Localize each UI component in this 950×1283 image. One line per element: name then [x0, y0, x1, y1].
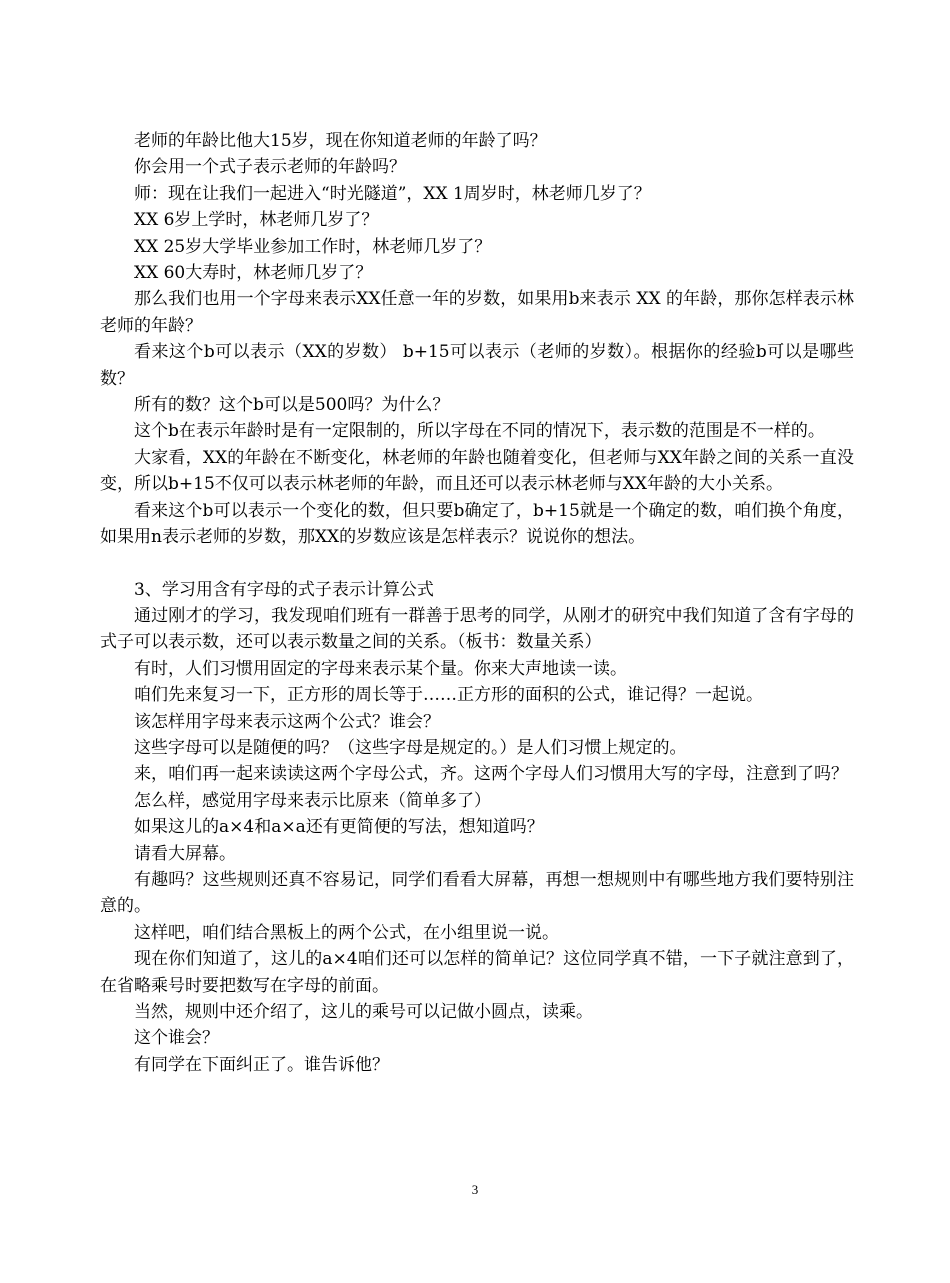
paragraph: 有趣吗？这些规则还真不容易记，同学们看看大屏幕，再想一想规则中有哪些地方我们要特别注意的。: [100, 869, 854, 917]
paragraph: XX 60大寿时，林老师几岁了？: [134, 263, 373, 284]
paragraph: 那么我们也用一个字母来表示XX任意一年的岁数，如果用b来表示 XX 的年龄，那你怎样表示林老师的年龄？: [100, 289, 854, 336]
paragraph: 有同学在下面纠正了。谁告诉他？: [134, 1054, 389, 1075]
paragraph: 大家看，XX的年龄在不断变化，林老师的年龄也随着变化，但老师与XX年龄之间的关系一直没变，所以b+15不仅可以表示林老师的年龄，而且还可以表示林老师与XX年龄的大小关系。: [100, 447, 854, 495]
paragraph: 看来这个b可以表示一个变化的数，但只要b确定了，b+15就是一个确定的数，咱们换个角度，如果用n表示老师的岁数，那XX的岁数应该是怎样表示？说说你的想法。: [100, 500, 854, 548]
paragraph: 所有的数？这个b可以是500吗？为什么？: [134, 395, 450, 416]
paragraph: 有时，人们习惯用固定的字母来表示某个量。你来大声地读一读。: [134, 658, 627, 679]
paragraph: 该怎样用字母来表示这两个公式？谁会？: [134, 711, 440, 732]
paragraph: 请看大屏幕。: [134, 843, 236, 864]
paragraph: XX 25岁大学毕业参加工作时，林老师几岁了？: [134, 236, 492, 257]
paragraph: 咱们先来复习一下，正方形的周长等于……正方形的面积的公式，谁记得？一起说。: [134, 685, 763, 706]
paragraph: 当然，规则中还介绍了，这儿的乘号可以记做小圆点，读乘。: [134, 1002, 593, 1022]
section-heading: 3、学习用含有字母的式子表示计算公式: [134, 579, 434, 600]
paragraph: 来，咱们再一起来读读这两个字母公式，齐。这两个字母人们习惯用大写的字母，注意到了吗？: [134, 764, 848, 785]
blank-line: [100, 551, 854, 577]
page-number: 3: [471, 1182, 479, 1197]
paragraph: 现在你们知道了，这儿的a×4咱们还可以怎样的简单记？这位同学真不错，一下子就注意到了，在省略乘号时要把数写在字母的前面。: [100, 949, 854, 996]
paragraph: XX 6岁上学时，林老师几岁了？: [134, 210, 379, 231]
paragraph: 看来这个b可以表示（XX的岁数） b+15可以表示（老师的岁数）。根据你的经验b可以是哪些数？: [100, 342, 854, 389]
paragraph: 这样吧，咱们结合黑板上的两个公式，在小组里说一说。: [134, 922, 559, 943]
paragraph: 通过刚才的学习，我发现咱们班有一群善于思考的同学，从刚才的研究中我们知道了含有字母的式子可以表示数，还可以表示数量之间的关系。（板书：数量关系）: [100, 605, 854, 653]
paragraph: 这个谁会？: [134, 1028, 219, 1049]
paragraph: 老师的年龄比他大15岁，现在你知道老师的年龄了吗？: [134, 131, 547, 151]
paragraph: 这个b在表示年龄时是有一定限制的，所以字母在不同的情况下，表示数的范围是不一样的。: [134, 421, 825, 442]
paragraph: 师：现在让我们一起进入“时光隧道”，XX 1周岁时，林老师几岁了？: [134, 183, 651, 204]
paragraph: 怎么样，感觉用字母来表示比原来（简单多了）: [134, 790, 491, 811]
paragraph: 如果这儿的a×4和a×a还有更简便的写法，想知道吗？: [134, 817, 544, 838]
document-body: [100, 128, 854, 1078]
paragraph: 你会用一个式子表示老师的年龄吗？: [134, 157, 406, 178]
paragraph: 这些字母可以是随便的吗？（这些字母是规定的。）是人们习惯上规定的。: [134, 737, 687, 758]
